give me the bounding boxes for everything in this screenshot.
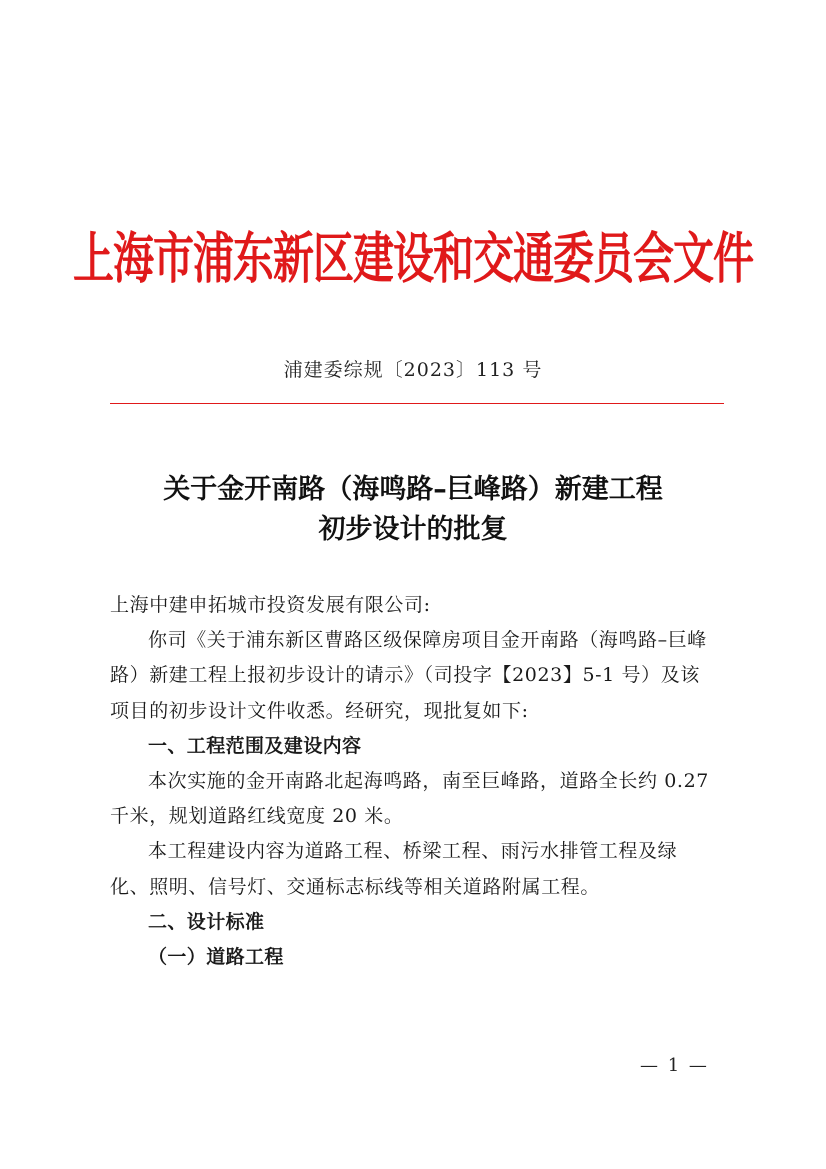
intro-paragraph: 你司《关于浦东新区曹路区级保障房项目金开南路（海鸣路–巨峰路）新建工程上报初步设计的请示》（司投字【2023】5-1 号）及该项目的初步设计文件收悉。经研究，现批复如下: — [110, 629, 707, 722]
subsection-1-heading: （一）道路工程 — [148, 946, 284, 969]
issuer-header-title: 上海市浦东新区建设和交通委员会文件 — [73, 226, 753, 291]
section-1-heading: 一、工程范围及建设内容 — [148, 734, 362, 757]
document-body — [110, 588, 716, 975]
red-separator-line — [110, 403, 724, 404]
section-1-paragraph-2: 本工程建设内容为道路工程、桥梁工程、雨污水排管工程及绿化、照明、信号灯、交通标志标线等相关道路附属工程。 — [110, 840, 678, 898]
document-title-line-1: 关于金开南路（海鸣路–巨峰路）新建工程 — [163, 474, 663, 505]
section-2-heading: 二、设计标准 — [148, 910, 265, 933]
document-title — [0, 470, 826, 550]
document-number: 浦建委综规〔2023〕113 号 — [283, 359, 543, 381]
section-1-paragraph-1: 本次实施的金开南路北起海鸣路，南至巨峰路，道路全长约 0.27 千米，规划道路红线宽度 20 米。 — [110, 770, 709, 828]
salutation: 上海中建申拓城市投资发展有限公司: — [110, 594, 431, 616]
document-title-line-2: 初步设计的批复 — [318, 514, 508, 545]
page-number: — 1 — — [640, 1055, 709, 1076]
